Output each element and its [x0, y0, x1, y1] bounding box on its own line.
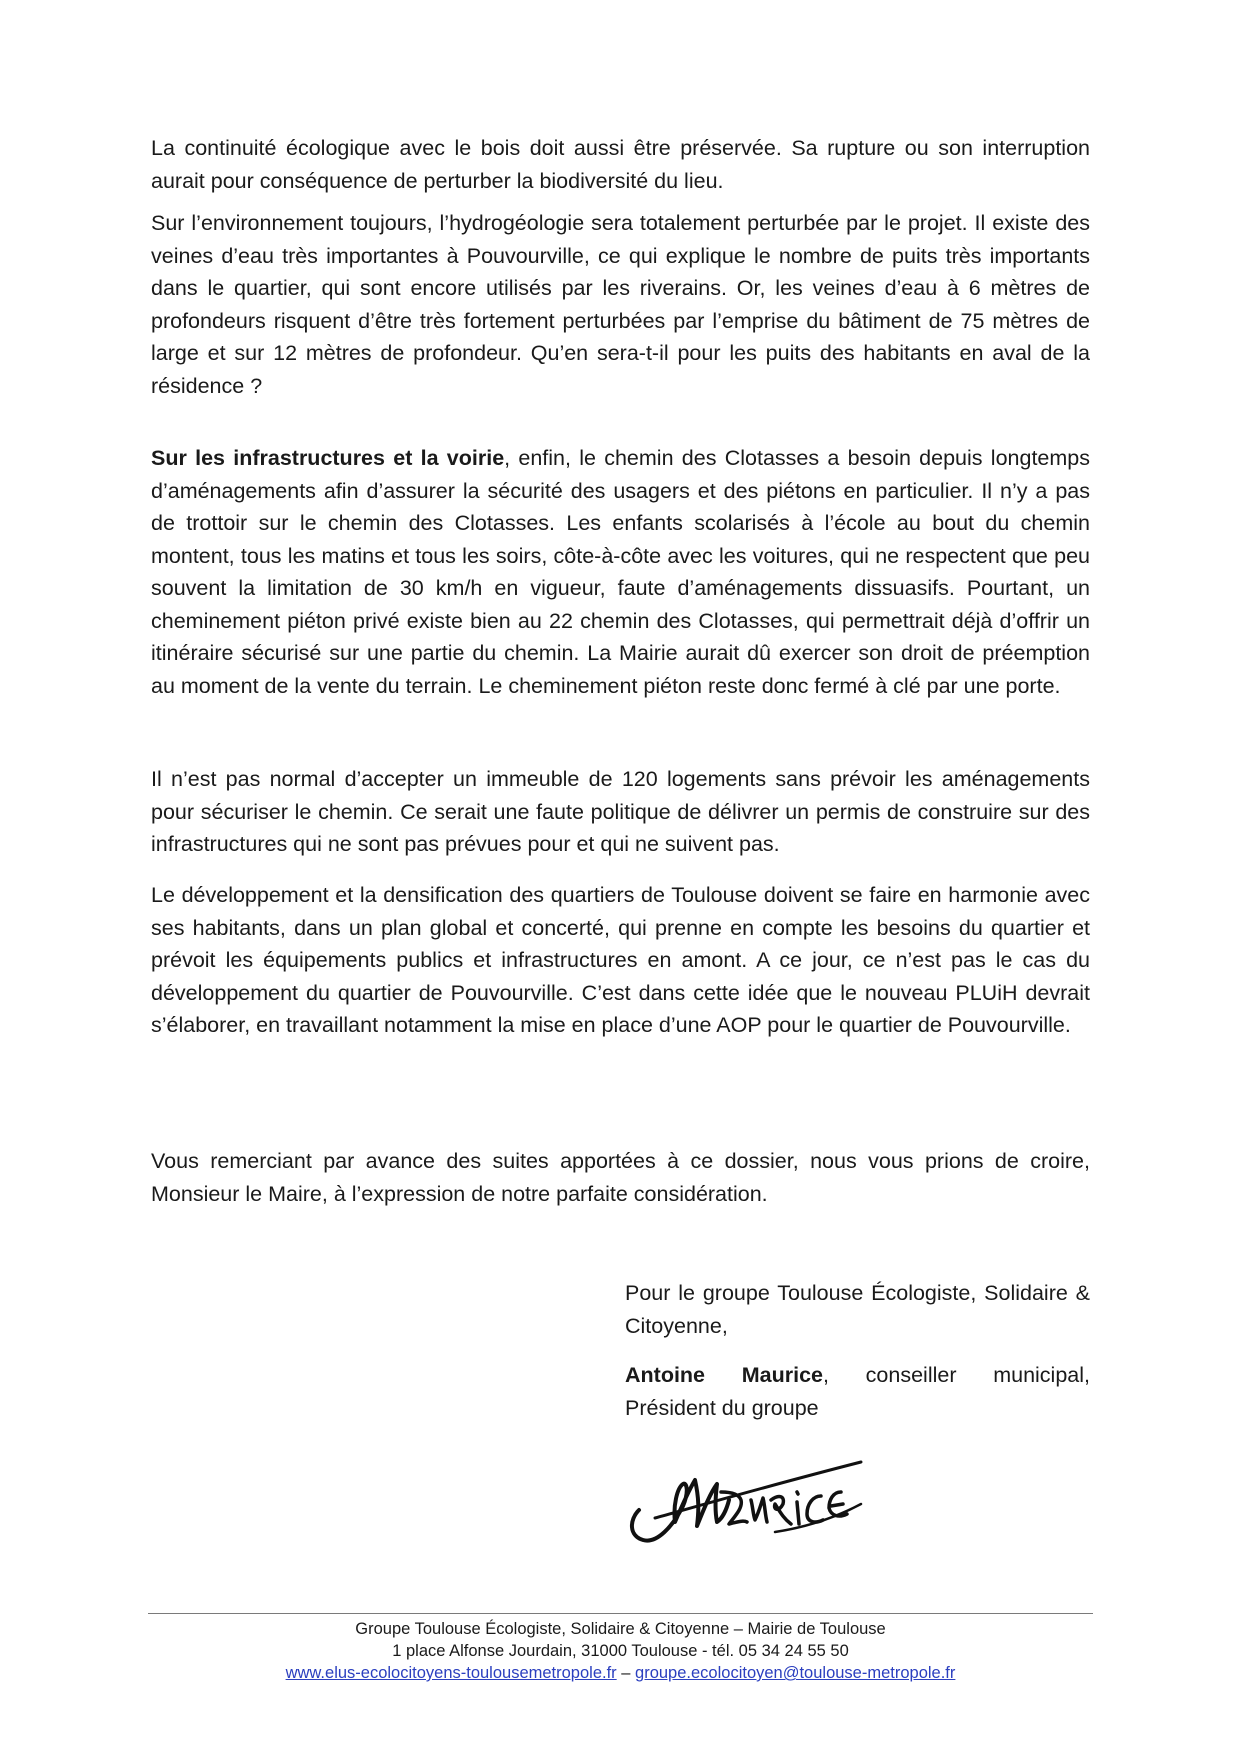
footer-divider — [148, 1613, 1093, 1614]
signer-name: Antoine Maurice — [625, 1363, 823, 1387]
closing-paragraph: Vous remerciant par avance des suites apportées à ce dossier, nous vous prions de croire, Monsieur le Maire, à l’expression de notre parfaite considération. — [151, 1149, 1090, 1206]
footer-address: 1 place Alfonse Jourdain, 31000 Toulouse - tél. 05 34 24 55 50 — [392, 1642, 849, 1660]
footer-links — [148, 1662, 1093, 1684]
signer-line — [625, 1359, 1090, 1424]
website-link[interactable]: www.elus-ecolocitoyens-toulousemetropole.fr — [285, 1664, 617, 1682]
paragraph-infrastructure — [151, 442, 1090, 702]
footer-group-line: Groupe Toulouse Écologiste, Solidaire & Citoyenne – Mairie de Toulouse — [355, 1620, 886, 1638]
paragraph-ecological-continuity: La continuité écologique avec le bois doit aussi être préservée. Sa rupture ou son interruption aurait pour conséquence de perturber la biodiversité du lieu. — [151, 136, 1090, 193]
paragraph-hydrogeology: Sur l’environnement toujours, l’hydrogéologie sera totalement perturbée par le projet. Il existe des veines d’eau très importantes à Pouvourville, ce qui explique le nombre de puits très importants dans le quartier, qui sont encore utilisés par les riverains. Or, les veines d’eau à 6 mètres de profondeurs risquent d’être très fortement perturbées par l’emprise du bâtiment de 75 mètres de large et sur 12 mètres de profondeur. Qu’en sera-t-il pour les puits des habitants en aval de la résidence ? — [151, 211, 1090, 398]
signer-role: , conseiller municipal, Président du groupe — [625, 1363, 1090, 1420]
paragraph-development: Le développement et la densification des quartiers de Toulouse doivent se faire en harmonie avec ses habitants, dans un plan global et concerté, qui prenne en compte les besoins du quartier et prévoit les équipements publics et infrastructures en amont. A ce jour, ce n’est pas le cas du développement du quartier de Pouvourville. C’est dans cette idée que le nouveau PLUiH devrait s’élaborer, en travaillant notamment la mise en place d’une AOP pour le quartier de Pouvourville. — [151, 883, 1090, 1037]
footer-separator: – — [616, 1664, 636, 1682]
infrastructure-heading: Sur les infrastructures et la voirie — [151, 446, 505, 470]
paragraph-housing: Il n’est pas normal d’accepter un immeuble de 120 logements sans prévoir les aménagements pour sécuriser le chemin. Ce serait une faute politique de délivrer un permis de construire sur des infrastructures qui ne sont pas prévues pour et qui ne suivent pas. — [151, 767, 1090, 856]
infrastructure-text: , enfin, le chemin des Clotasses a besoin depuis longtemps d’aménagements afin d’assurer la sécurité des usagers et des piétons en particulier. Il n’y a pas de trottoir sur le chemin des Clotasses. Les enfants scolarisés à l’école au bout du chemin montent, tous les matins et tous les soirs, côte-à-côte avec les voitures, qui ne respectent que peu souvent la limitation de 30 km/h en vigueur, faute d’aménagements dissuasifs. Pourtant, un cheminement piéton privé existe bien au 22 chemin des Clotasses, qui permettrait déjà d’offrir un itinéraire sécurisé sur une partie du chemin. La Mairie aurait dû exercer son droit de préemption au moment de la vente du terrain. Le cheminement piéton reste donc fermé à clé par une porte. — [151, 446, 1090, 698]
email-link[interactable]: groupe.ecolocitoyen@toulouse-metropole.fr — [635, 1664, 956, 1682]
signature-group-line: Pour le groupe Toulouse Écologiste, Solidaire & Citoyenne, — [625, 1281, 1090, 1338]
handwritten-signature — [625, 1448, 865, 1558]
